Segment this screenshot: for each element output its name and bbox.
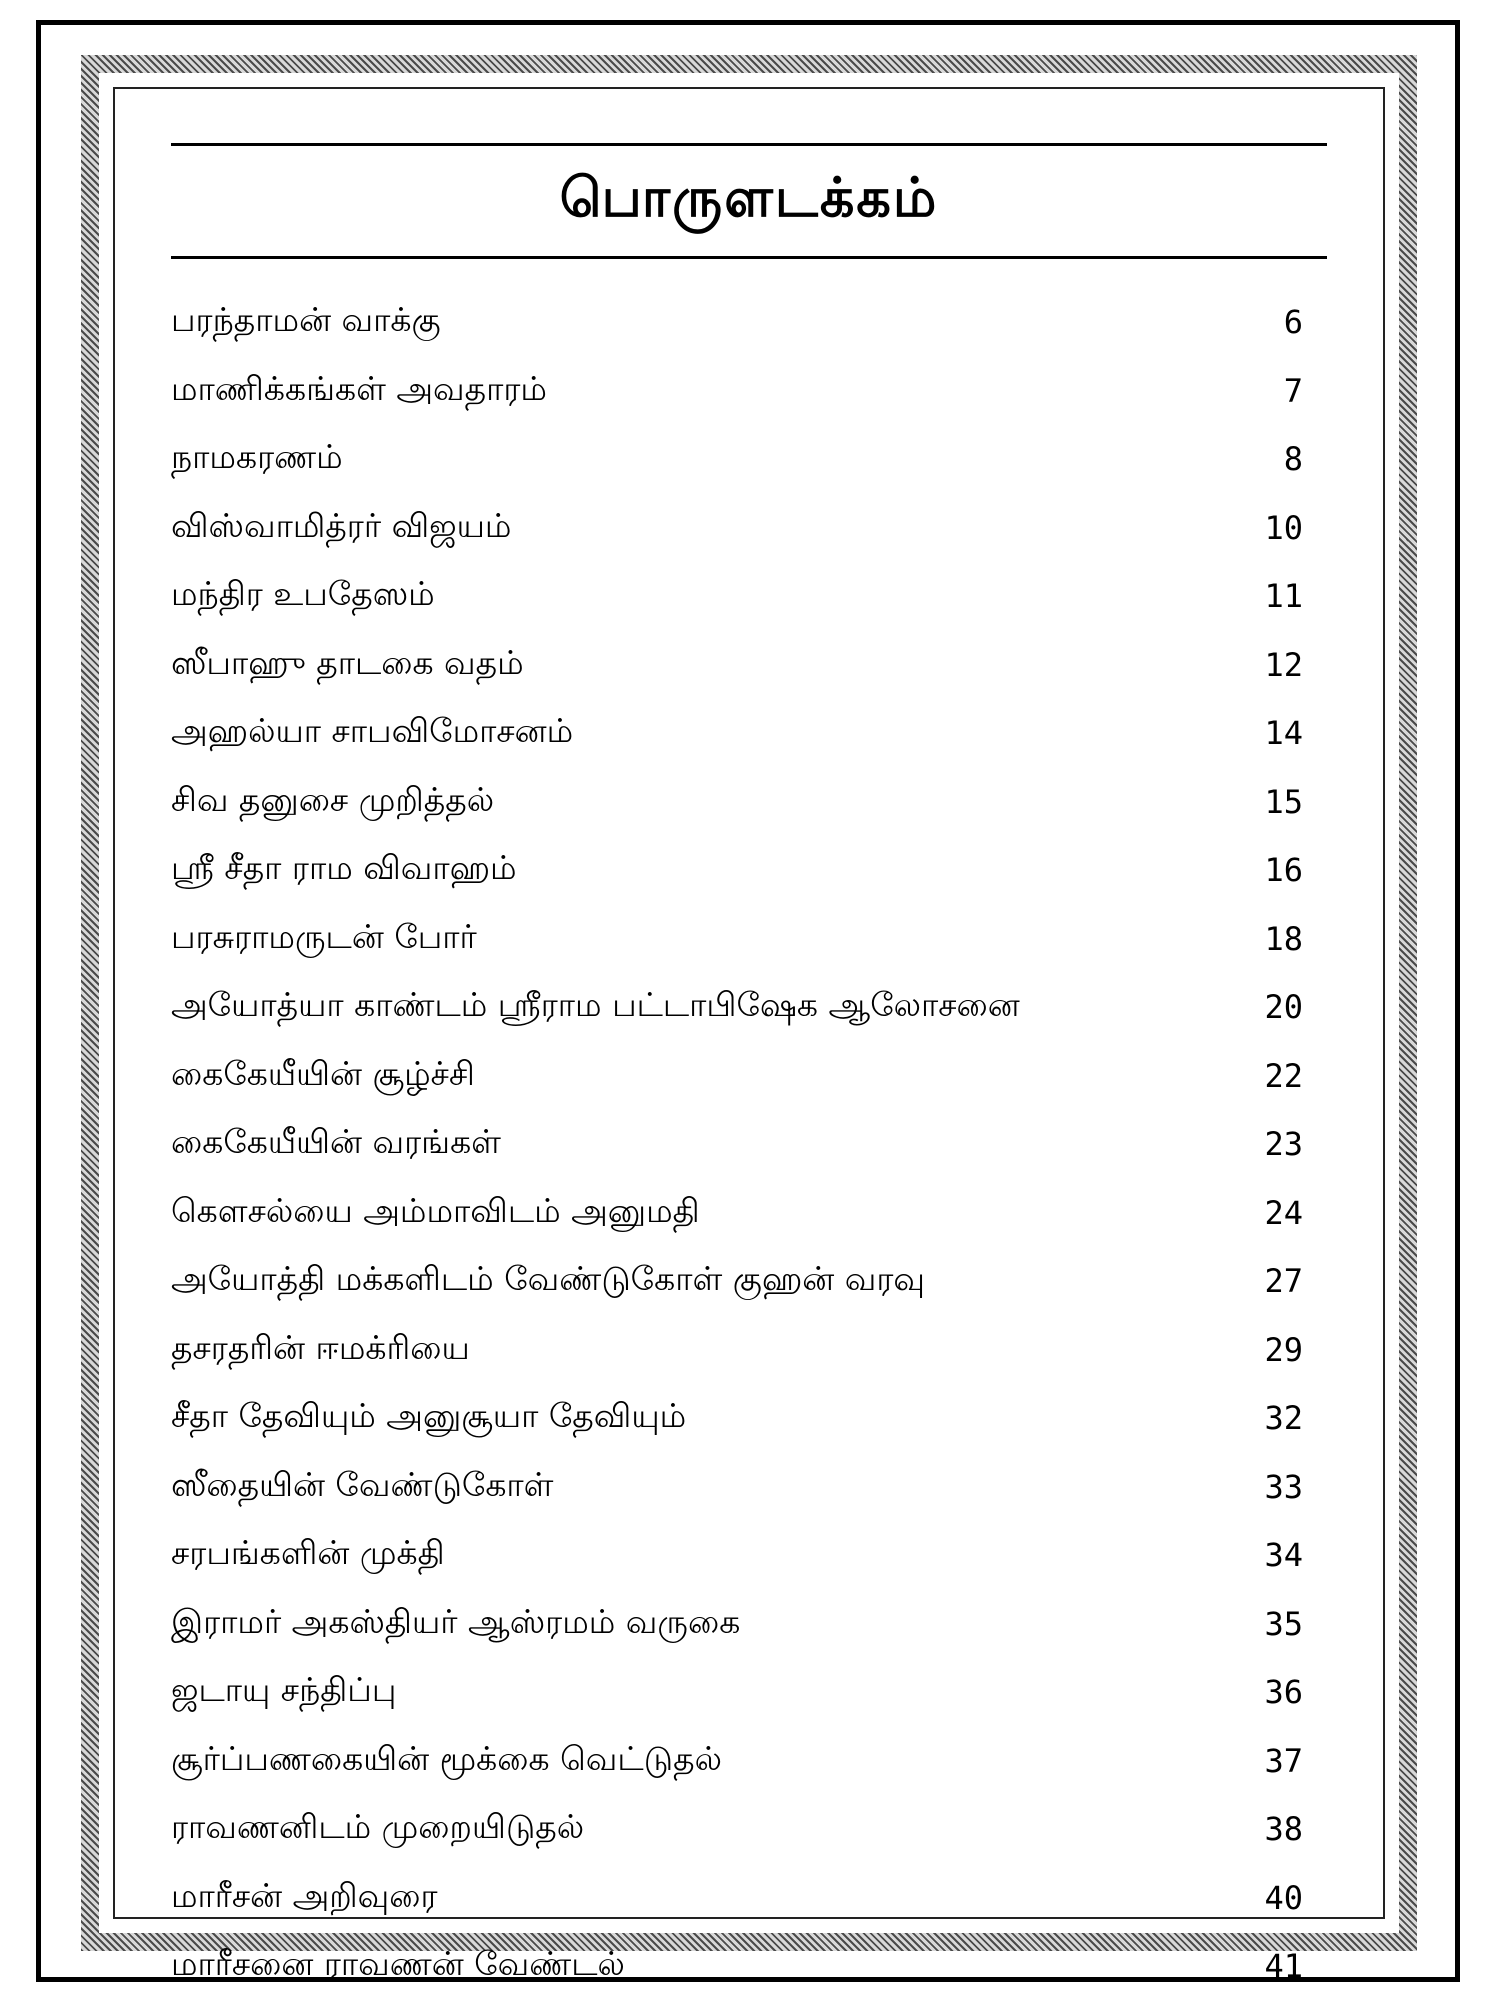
toc-entry-page-number: 32 (1264, 1399, 1303, 1438)
toc-entry-page-number: 11 (1264, 577, 1303, 616)
toc-entry (171, 1453, 1303, 1522)
toc-entry-title: சூர்ப்பணகையின் மூக்கை வெட்டுதல் (171, 1738, 722, 1778)
toc-entry-page-number: 22 (1264, 1056, 1303, 1095)
toc-entry (171, 1864, 1303, 1933)
toc-entry-page-number: 18 (1264, 919, 1303, 958)
toc-entry (171, 357, 1303, 426)
toc-entry-title: சரபங்களின் முக்தி (171, 1533, 445, 1573)
toc-entry-page-number: 10 (1264, 508, 1303, 547)
toc-entry-page-number: 36 (1264, 1673, 1303, 1712)
page-border (36, 20, 1460, 1986)
toc-entry (171, 1795, 1303, 1864)
toc-entry-title: சிவ தனுசை முறித்தல் (171, 779, 495, 819)
toc-entry (171, 973, 1303, 1042)
toc-entry-page-number: 15 (1264, 782, 1303, 821)
toc-entry-title: மாரீசன் அறிவுரை (171, 1875, 438, 1915)
table-of-contents (171, 288, 1303, 2001)
toc-entry-title: மாணிக்கங்கள் அவதாரம் (171, 368, 547, 408)
toc-entry (171, 905, 1303, 974)
toc-entry (171, 562, 1303, 631)
toc-entry-page-number: 14 (1264, 714, 1303, 753)
toc-entry (171, 699, 1303, 768)
toc-entry-page-number: 40 (1264, 1878, 1303, 1917)
toc-entry (171, 631, 1303, 700)
toc-entry-title: அஹல்யா சாபவிமோசனம் (171, 711, 574, 751)
toc-entry-title: கைகேயீயின் வரங்கள் (171, 1122, 501, 1162)
toc-entry-page-number: 20 (1264, 988, 1303, 1027)
toc-entry (171, 768, 1303, 837)
toc-entry-title: ஜடாயு சந்திப்பு (171, 1670, 397, 1710)
toc-entry (171, 1521, 1303, 1590)
toc-entry (171, 1179, 1303, 1248)
toc-entry-page-number: 8 (1283, 440, 1303, 479)
toc-entry-title: விஸ்வாமித்ரர் விஜயம் (171, 505, 512, 545)
toc-entry-title: ராவணனிடம் முறையிடுதல் (171, 1807, 585, 1847)
toc-entry-title: கௌசல்யை அம்மாவிடம் அனுமதி (171, 1190, 700, 1230)
toc-entry (171, 1110, 1303, 1179)
toc-entry (171, 1316, 1303, 1385)
toc-entry-title: அயோத்யா காண்டம் ஸ்ரீராம பட்டாபிஷேக ஆலோசனை (171, 985, 1020, 1025)
page-title: பொருளடக்கம் (559, 165, 939, 229)
toc-entry-title: மாரீசனை ராவணன் வேண்டல் (171, 1944, 625, 1984)
toc-entry-title: ஸ்ரீ சீதா ராம விவாஹம் (171, 848, 517, 888)
title-band (171, 143, 1327, 259)
toc-entry-page-number: 27 (1264, 1262, 1303, 1301)
toc-entry-title: அயோத்தி மக்களிடம் வேண்டுகோள் குஹன் வரவு (171, 1259, 926, 1299)
toc-entry (171, 1042, 1303, 1111)
toc-entry (171, 1658, 1303, 1727)
decorative-hatched-frame (81, 55, 1417, 1986)
toc-entry-title: இராமர் அகஸ்தியர் ஆஸ்ரமம் வருகை (171, 1601, 741, 1641)
toc-entry-title: தசரதரின் ஈமக்ரியை (171, 1327, 470, 1367)
toc-entry-title: ஸீபாஹு தாடகை வதம் (171, 642, 524, 682)
toc-entry-title: சீதா தேவியும் அனுசூயா தேவியும் (171, 1396, 687, 1436)
toc-entry (171, 425, 1303, 494)
toc-entry-page-number: 33 (1264, 1467, 1303, 1506)
toc-entry-title: மந்திர உபதேஸம் (171, 574, 435, 614)
toc-entry (171, 1384, 1303, 1453)
toc-entry-page-number: 7 (1283, 371, 1303, 410)
toc-entry (171, 1590, 1303, 1659)
toc-entry-page-number: 38 (1264, 1810, 1303, 1849)
toc-entry-page-number: 35 (1264, 1604, 1303, 1643)
toc-entry-page-number: 16 (1264, 851, 1303, 890)
toc-entry-page-number: 6 (1283, 303, 1303, 342)
toc-entry-page-number: 23 (1264, 1125, 1303, 1164)
toc-entry-page-number: 29 (1264, 1330, 1303, 1369)
toc-entry (171, 494, 1303, 563)
toc-entry (171, 1727, 1303, 1796)
toc-entry-title: பரந்தாமன் வாக்கு (171, 300, 441, 340)
toc-entry-title: ஸீதையின் வேண்டுகோள் (171, 1464, 554, 1504)
toc-entry (171, 288, 1303, 357)
toc-entry-page-number: 34 (1264, 1536, 1303, 1575)
toc-entry-page-number: 12 (1264, 645, 1303, 684)
toc-entry (171, 836, 1303, 905)
toc-entry-page-number: 24 (1264, 1193, 1303, 1232)
toc-entry (171, 1247, 1303, 1316)
toc-entry-title: பரசுராமருடன் போர் (171, 916, 477, 956)
toc-entry-title: நாமகரணம் (171, 437, 343, 477)
toc-entry-title: கைகேயீயின் சூழ்ச்சி (171, 1053, 475, 1093)
toc-entry (171, 1932, 1303, 2001)
toc-entry-page-number: 41 (1264, 1947, 1303, 1986)
toc-entry-page-number: 37 (1264, 1741, 1303, 1780)
